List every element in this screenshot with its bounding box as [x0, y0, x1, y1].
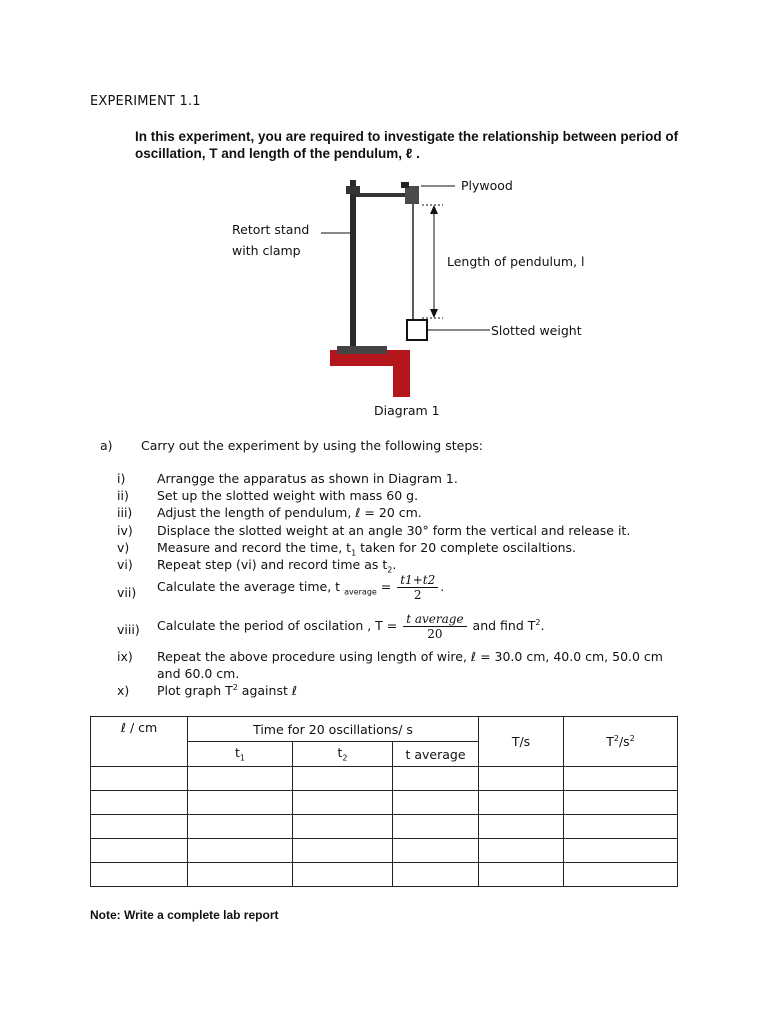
diagram-label-weight: Slotted weight	[491, 323, 582, 338]
fraction-denominator: 2	[413, 588, 422, 602]
table-cell[interactable]	[564, 767, 678, 791]
step-text-part: Calculate the period of oscilation , T =	[157, 618, 402, 633]
table-cell[interactable]	[91, 863, 188, 887]
step-text	[157, 573, 444, 602]
diagram-label-length: Length of pendulum, l	[447, 254, 585, 269]
step-number: i)	[117, 471, 126, 486]
table-cell[interactable]	[91, 791, 188, 815]
subscript: 2	[387, 565, 393, 575]
header-text-part: T	[606, 734, 614, 750]
table-row	[91, 815, 678, 839]
subscript: average	[344, 587, 377, 597]
diagram-label-retort-line1: Retort stand	[232, 222, 310, 237]
header-t-average: t average	[393, 742, 479, 767]
superscript: 2	[613, 733, 619, 743]
note-text: Note: Write a complete lab report	[90, 908, 279, 922]
step-text-part: .	[440, 579, 445, 594]
table-cell[interactable]	[479, 839, 564, 863]
step-text	[157, 683, 297, 698]
step-text: Repeat the above procedure using length of wire, ℓ = 30.0 cm, 40.0 cm, 50.0 cm	[157, 649, 663, 664]
diagram-caption: Diagram 1	[374, 403, 440, 418]
subscript: 1	[239, 753, 245, 763]
fraction-denominator: 20	[427, 627, 443, 641]
results-table	[90, 716, 678, 887]
header-period-squared	[564, 717, 678, 767]
header-t2	[293, 742, 393, 767]
table-row	[91, 791, 678, 815]
table-cell[interactable]	[91, 839, 188, 863]
step-text: Arrangge the apparatus as shown in Diagram 1.	[157, 471, 458, 486]
table-cell[interactable]	[188, 791, 293, 815]
step-text-part: .	[392, 557, 397, 572]
table-cell[interactable]	[188, 767, 293, 791]
table-cell[interactable]	[479, 863, 564, 887]
table-cell[interactable]	[564, 791, 678, 815]
fraction-numerator: t1+t2	[397, 573, 438, 588]
step-text	[157, 557, 396, 575]
intro-text: In this experiment, you are required to investigate the relationship between period of oscillation, T and length of the pendulum, ℓ .	[135, 129, 679, 161]
step-text-part: Repeat step (vi) and record time as t	[157, 557, 388, 572]
step-number: ii)	[117, 488, 129, 503]
plywood-block	[405, 186, 419, 204]
step-text-part: and find T	[468, 618, 536, 633]
table-cell[interactable]	[188, 839, 293, 863]
step-text-part: taken for 20 complete oscilaltions.	[356, 540, 577, 555]
step-text: Displace the slotted weight at an angle 30° form the vertical and release it.	[157, 523, 631, 538]
table-cell[interactable]	[393, 863, 479, 887]
diagram-label-retort-line2: with clamp	[232, 243, 301, 258]
table-cell[interactable]	[293, 815, 393, 839]
table-cell[interactable]	[188, 863, 293, 887]
slotted-weight	[407, 320, 427, 340]
table-cell[interactable]	[564, 839, 678, 863]
fraction	[397, 573, 438, 602]
superscript: 2	[535, 617, 541, 627]
header-time-group: Time for 20 oscillations/ s	[188, 717, 479, 742]
step-text: Set up the slotted weight with mass 60 g.	[157, 488, 419, 503]
step-number: vi)	[117, 557, 133, 572]
diagram-label-plywood: Plywood	[461, 178, 513, 193]
table-cell[interactable]	[564, 815, 678, 839]
step-number: iii)	[117, 505, 133, 520]
step-number: iv)	[117, 523, 133, 538]
step-number: vii)	[117, 585, 137, 600]
table-cell[interactable]	[479, 815, 564, 839]
table-row	[91, 839, 678, 863]
table-cell[interactable]	[479, 791, 564, 815]
step-text	[157, 612, 544, 641]
table-cell[interactable]	[564, 863, 678, 887]
table-cell[interactable]	[393, 767, 479, 791]
table-cell[interactable]	[91, 767, 188, 791]
table-cell[interactable]	[479, 767, 564, 791]
header-text-part: /s	[618, 734, 630, 750]
superscript: 2	[629, 733, 635, 743]
table-row	[91, 863, 678, 887]
table-cell[interactable]	[393, 791, 479, 815]
fraction-numerator: t average	[403, 612, 466, 627]
table-cell[interactable]	[293, 839, 393, 863]
step-number: v)	[117, 540, 130, 555]
table-cell[interactable]	[293, 863, 393, 887]
step-text-part: Measure and record the time, t	[157, 540, 352, 555]
step-number: viii)	[117, 622, 140, 637]
part-a-text: Carry out the experiment by using the following steps:	[141, 438, 483, 453]
part-a-marker: a)	[100, 438, 113, 453]
step-text-part: Calculate the average time, t	[157, 579, 345, 594]
clamp-arm	[356, 193, 408, 197]
header-length: ℓ / cm	[91, 717, 188, 767]
pendulum-diagram	[225, 172, 595, 397]
table-cell[interactable]	[393, 815, 479, 839]
table-cell[interactable]	[91, 815, 188, 839]
superscript: 2	[232, 683, 238, 692]
experiment-title: EXPERIMENT 1.1	[90, 94, 201, 109]
header-period: T/s	[479, 717, 564, 767]
step-text: Adjust the length of pendulum, ℓ = 20 cm.	[157, 505, 422, 520]
table-cell[interactable]	[293, 791, 393, 815]
step-text-part: against ℓ	[237, 683, 298, 699]
step-number: x)	[117, 683, 130, 698]
step-text-part: =	[376, 579, 396, 594]
header-text-part: t	[235, 745, 240, 761]
step-text-part: .	[540, 618, 545, 633]
header-t1	[188, 742, 293, 767]
step-number: ix)	[117, 649, 133, 664]
subscript: 1	[351, 548, 357, 558]
step-text	[157, 540, 576, 558]
table-cell[interactable]	[188, 815, 293, 839]
table-cell[interactable]	[393, 839, 479, 863]
fraction	[403, 612, 466, 641]
header-text-part: t	[337, 745, 343, 761]
step-text-continued: and 60.0 cm.	[157, 666, 240, 681]
table-row	[91, 767, 678, 791]
retort-stand-rod	[350, 180, 356, 352]
table-cell[interactable]	[293, 767, 393, 791]
step-text-part: Plot graph T	[157, 683, 233, 699]
retort-stand-knob	[346, 186, 360, 194]
subscript: 2	[342, 753, 348, 763]
